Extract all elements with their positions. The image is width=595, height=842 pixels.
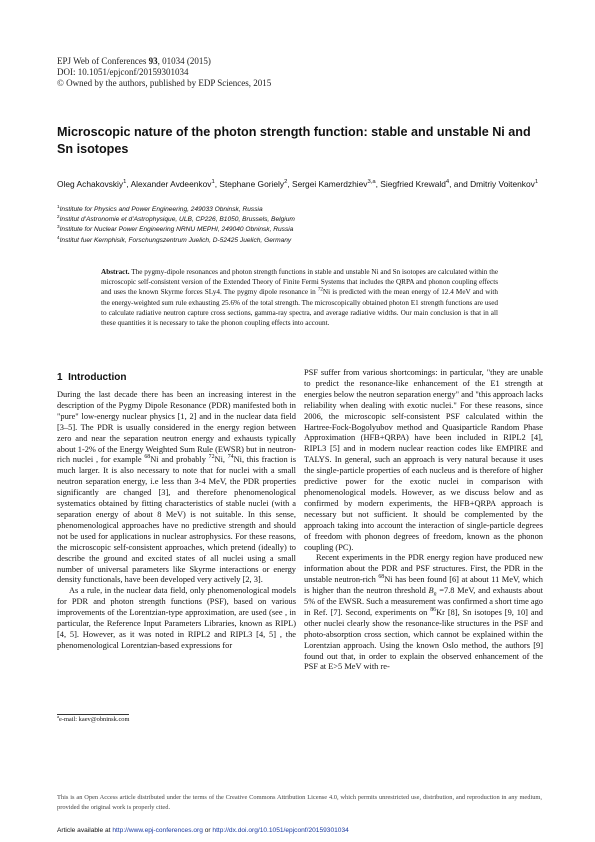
paragraph xyxy=(57,390,296,586)
affiliation-number: 3 xyxy=(57,224,60,230)
abstract xyxy=(101,267,498,328)
section-title: Introduction xyxy=(68,372,127,383)
text-run: Ni, xyxy=(214,455,228,465)
author-separator: , xyxy=(375,179,381,189)
author-name: Stephane Goriely xyxy=(219,179,285,189)
author-name: Sergei Kamerdzhiev xyxy=(292,179,368,189)
text-run: Kr [8], Sn isotopes [9, 10] and other nuclei clearly show the resonance-like structures in the PSF and photo-absorption cross section, which cannot be explained within the Lorentzian approach. Using the known Oslo method, the authors [9] found out that, in order to explain the observed enhancement of the PSF at E>5 MeV with re- xyxy=(304,607,543,672)
isotope-mass: 74 xyxy=(227,454,234,461)
text-run: Ni and probably xyxy=(150,455,209,465)
text-run: Ni, this fraction is much larger. It is also necessary to note that for nuclei with a small neutron separation energy, i.e less than 3-4 MeV, the PDR properties significantly are changed [3], and therefore phenomenological systematics obtained by fitting characteristics of stable nuclei (with a separation energy of about 8 MeV) is not suitable. In this sense, phenomenological approaches have no predictive strength and should not be used for applications in nuclear astrophysics. For these reasons, the microscopic self-consistent approaches, which pretend (ideally) to describe the ground and excited states of all nuclei using a small number of universal parameters like Skyrme interactions or energy density functionals, have been developed very actively [2, 3]. xyxy=(57,455,296,585)
footnote-rule xyxy=(57,714,129,715)
paper-title: Microscopic nature of the photon strength function: stable and unstable Ni and Sn isotopes xyxy=(57,125,531,156)
section-number: 1 xyxy=(57,372,63,383)
author-separator: , and xyxy=(449,179,471,189)
journal-volume: 93 xyxy=(148,56,158,66)
journal-year: (2015) xyxy=(186,56,211,66)
isotope-mass: 86 xyxy=(430,607,437,614)
journal-url-link[interactable]: http://www.epj-conferences.org xyxy=(112,827,203,834)
affiliation-number: 4 xyxy=(57,234,60,240)
article-number: , 01034 xyxy=(157,56,185,66)
text-run: =7.8 MeV, and exhausts about 5% of the EWSR. Such a measurement was confirmed a short time ago in Ref. [7]. Second, experiments on xyxy=(304,586,543,617)
affiliation xyxy=(57,205,542,215)
author-separator: , xyxy=(214,179,220,189)
affiliation xyxy=(57,215,542,225)
affiliation-number: 2 xyxy=(57,214,60,220)
isotope-symbol: Ni xyxy=(322,288,331,297)
author-affiliation-mark: 3,a xyxy=(367,179,376,186)
author-affiliation-mark: 1 xyxy=(534,179,539,186)
journal-citation xyxy=(57,56,271,67)
right-column xyxy=(304,368,543,673)
affiliation-text: Institute for Nuclear Power Engineering NRNU MEPHI, 249040 Obninsk, Russia xyxy=(59,226,294,234)
text-run: During the last decade there has been an increasing interest in the description of the Pygmy Dipole Resonance (PDR) manifested both in "pure" low-energy nuclear physics [1, 2] and in the nuclear data field [3–5]. The PDR is usually considered in the energy region between zero and near the separation neutron energy and exhausts typically about 1-2% of the Energy Weighted Sum Rule (EWSR) but in neutron-rich nuclei , for example xyxy=(57,390,296,465)
journal-header xyxy=(57,56,271,89)
isotope-mass: 72 xyxy=(208,454,215,461)
symbol: B xyxy=(428,586,434,596)
journal-name: EPJ Web of Conferences xyxy=(57,56,147,66)
affiliation-list xyxy=(57,205,542,246)
symbol-subscript: n xyxy=(433,591,437,598)
author-name: Oleg Achakovskiy xyxy=(57,179,124,189)
author-name: Dmitriy Voitenkov xyxy=(470,179,535,189)
affiliation-text: Institute for Physics and Power Engineering, 249033 Obninsk, Russia xyxy=(59,206,263,213)
abstract-text-2: is predicted with the mean energy of 12.4 MeV and with the energy-weighted sum rule exhausting 25.6% of the total strength. The microscopically obtained photon E1 strength functions are used to calculate radiative neutron capture cross sections, gamma-ray spectra, and average radiative widths. Our main conclusion is that in all these quantities it is necessary to take the phonon coupling effects into account. xyxy=(101,288,498,328)
copyright-line: © Owned by the authors, published by EDP Sciences, 2015 xyxy=(57,78,272,88)
doi-line: DOI: 10.1051/epjconf/20159301034 xyxy=(57,67,189,77)
author-affiliation-mark: 4 xyxy=(445,179,450,186)
author-separator: , xyxy=(287,179,293,189)
paragraph: As a rule, in the nuclear data field, only phenomenological models for PDR and photon strength functions (PSF), based on various improvements of the Lorentzian-type approximation, are used (see , in particular, the Reference Input Parameters Libraries, known as RIPL) [4, 5]. However, as it was noted in RIPL2 and RIPL3 [4, 5] , the phenomenological Lorentzian-based expressions for xyxy=(57,586,296,650)
article-availability xyxy=(57,826,349,835)
footnote xyxy=(57,713,130,724)
abstract-label: Abstract. xyxy=(101,268,130,276)
left-column xyxy=(57,390,296,652)
author-name: Alexander Avdeenkov xyxy=(130,179,212,189)
isotope-mass: 68 xyxy=(144,454,151,461)
paragraph xyxy=(304,553,543,673)
author-affiliation-mark: 1 xyxy=(123,179,127,186)
affiliation xyxy=(57,236,542,246)
affiliation-text: Institut d’Astronomie et d’Astrophysique, ULB, CP226, B1050, Brussels, Belgium xyxy=(59,216,295,224)
abstract-text-1: The pygmy-dipole resonances and photon strength functions in stable and unstable Ni and Sn isotopes are calculated within the microscopic self-consistent version of the Extended Theory of Finite Fermi Systems that includes the QRPA and phonon coupling effects and uses the known Skyrme forces SLy4. The pygmy dipole resonance in xyxy=(101,268,499,297)
footnote-email: e-mail: kaev@obninsk.com xyxy=(58,716,130,723)
affiliation-number: 1 xyxy=(57,203,60,209)
article-link-mid: or xyxy=(202,827,213,834)
isotope-mass: 72 xyxy=(317,288,323,294)
text-run: Ni has been found [6] at about 11 MeV, which is higher than the neutron threshold xyxy=(304,575,543,596)
text-run: Recent experiments in the PDR energy region have produced new information about the PDR and PSF structures. First, the PDR in the unstable neutron-rich xyxy=(304,553,543,585)
author-separator: , xyxy=(126,179,131,189)
affiliation xyxy=(57,225,542,235)
doi-url-link[interactable]: http://dx.doi.org/10.1051/epjconf/20159301034 xyxy=(212,827,349,834)
isotope-mass: 68 xyxy=(378,574,385,581)
footnote-mark: a xyxy=(57,713,59,719)
section-heading xyxy=(57,372,126,384)
author-affiliation-mark: 2 xyxy=(284,179,288,186)
author-name: Siegfried Krewald xyxy=(380,179,446,189)
author-affiliation-mark: 1 xyxy=(211,179,215,186)
paragraph: PSF suffer from various shortcomings: in particular, "they are unable to predict the resonance-like enhancement of the E1 strength at energies below the neutron separation energy" and "this approach lacks reliability when dealing with exotic nuclei." For these reasons, since 2006, the microscopic self-consistent PSF calculated within the Hartree-Fock-Bogolyubov method and Quasiparticle Random Phase Approximation (HFB+QRPA) have been included in RIPL2 [4], RIPL3 [5] and in modern nuclear reaction codes like EMPIRE and TALYS. In general, such an approach is very natural because it uses the single-particle properties of each nucleus and is therefore of higher predictive power for the exotic nuclei in comparison with phenomenological models. However, as we discuss below and as confirmed by modern experiments, the HFB+QRPA approach is necessary but not sufficient. It should be complemented by the approach taking into account the interaction of single-particle degrees of freedom with phonon degrees of freedom, known as the phonon coupling (PC). xyxy=(304,368,543,552)
license-notice: This is an Open Access article distributed under the terms of the Creative Commons Attribution License 4.0, which permits unrestricted use, distribution, and reproduction in any medium, provided the original work is properly cited. xyxy=(57,794,542,811)
author-list xyxy=(57,178,542,190)
article-link-prefix: Article available at xyxy=(57,827,113,834)
affiliation-text: Institut fuer Kernphisik, Forschungszentrum Juelich, D-52425 Juelich, Germany xyxy=(59,236,292,244)
